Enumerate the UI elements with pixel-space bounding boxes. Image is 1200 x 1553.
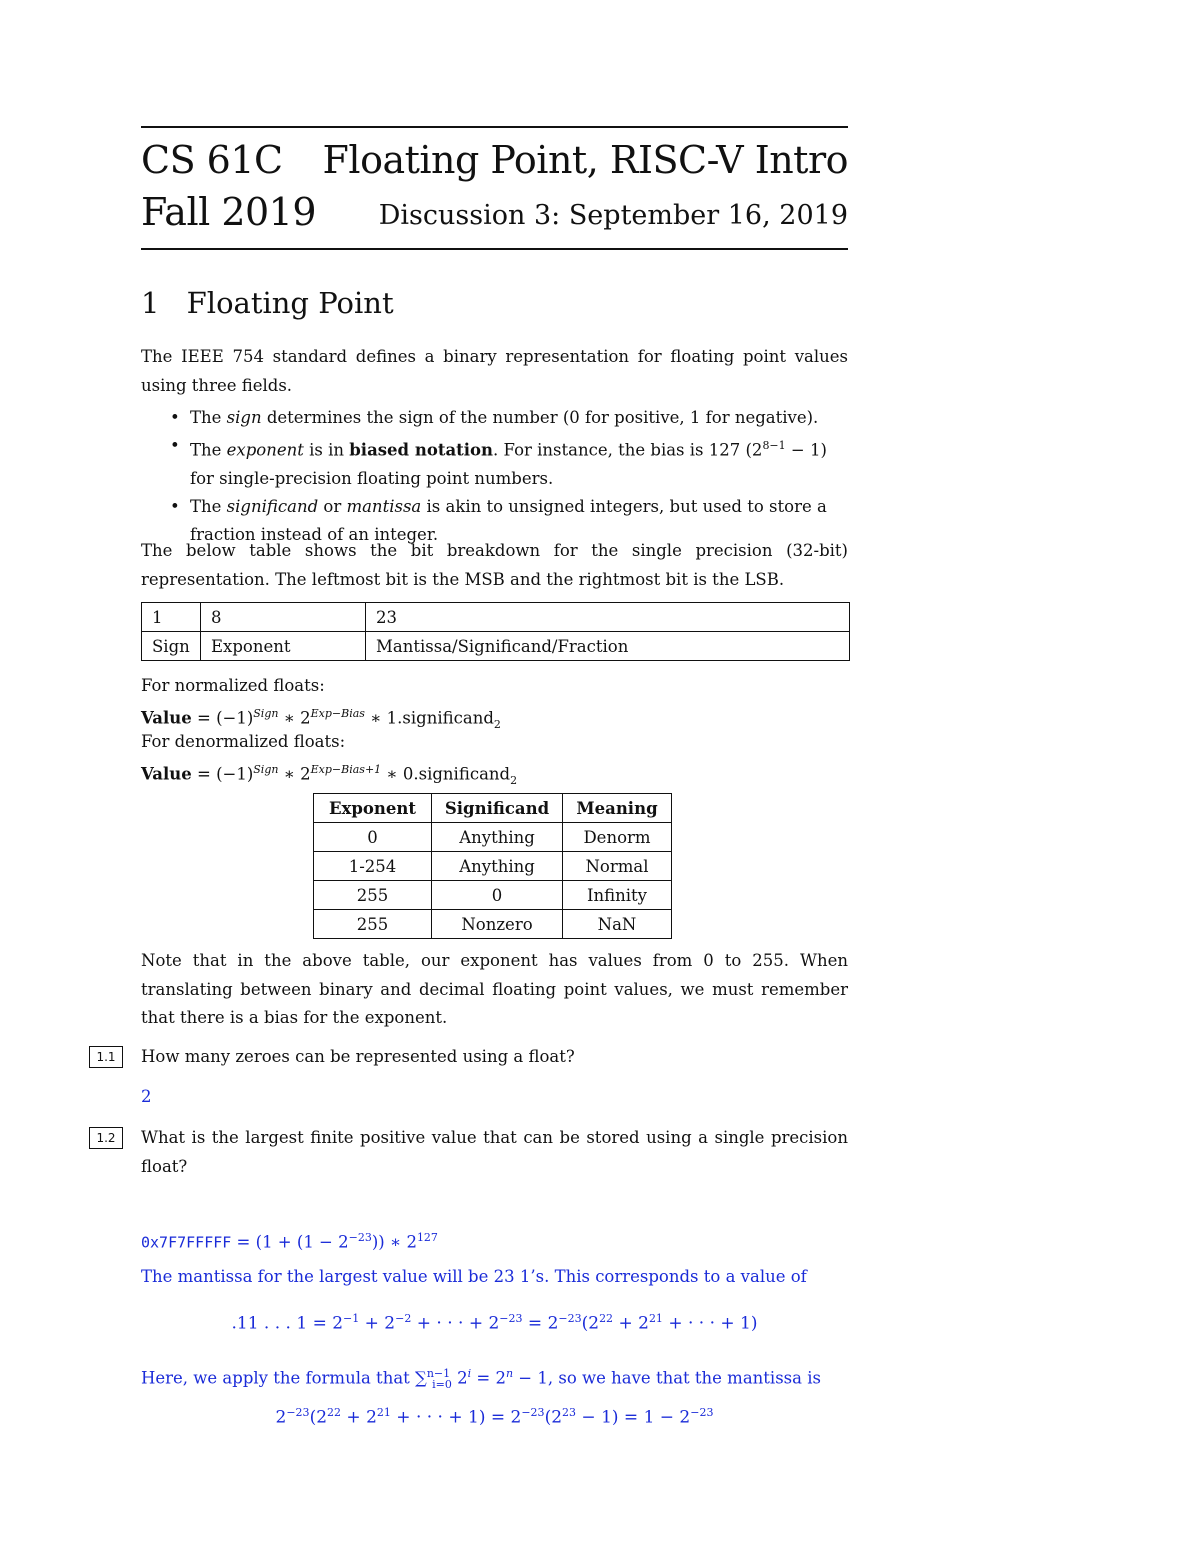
section-number: 1 <box>141 286 160 320</box>
normalized-formula: Value = $(-1)^{Sign}$ ∗ $2^{Exp-Bias}$ ∗ 1.significand$_2$ <box>141 707 501 731</box>
table-row <box>142 632 850 661</box>
document-title: Floating Point, RISC-V Intro <box>322 138 848 182</box>
table-cell: 23 <box>366 603 850 632</box>
discussion-date: Discussion 3: September 16, 2019 <box>378 200 848 231</box>
answer-equation-2: $2^{-23}(2^{22} + 2^{21}$ + · · · + $1) = 2^{-23}(2^{23} - 1) = 1 - 2^{-23}$ <box>275 1406 714 1428</box>
answer-mantissa-text: The mantissa for the largest value will be 23 1’s. This corresponds to a value of <box>141 1267 807 1286</box>
answer-hex-equation: 0x7F7FFFFF = $(1 + (1 - 2^{-23}))$ ∗ $2^{127}$ <box>141 1231 438 1252</box>
question-1-1: How many zeroes can be represented using a float? <box>141 1047 575 1066</box>
table-cell: 1 <box>142 603 201 632</box>
term-label: Fall 2019 <box>141 190 317 234</box>
question-1-2: What is the largest finite positive value that can be stored using a single precision float? <box>141 1128 848 1176</box>
section-heading <box>141 286 394 320</box>
table-header-row <box>314 794 672 823</box>
table-cell: Infinity <box>563 881 672 910</box>
bit-table-intro: The below table shows the bit breakdown for the single precision (32-bit) representation. The leftmost bit is the MSB and the rightmost bit is the LSB. <box>141 541 848 589</box>
table-cell: Exponent <box>201 632 366 661</box>
table-cell: 0 <box>432 881 563 910</box>
table-cell: 1-254 <box>314 852 432 881</box>
intro-paragraph: The IEEE 754 standard defines a binary representation for floating point values using three fields. <box>141 347 848 395</box>
question-number-box: 1.2 <box>89 1127 123 1149</box>
header-bottom-rule <box>141 248 848 250</box>
table-row <box>314 881 672 910</box>
table-cell: 255 <box>314 881 432 910</box>
section-title: Floating Point <box>186 286 394 320</box>
table-header: Exponent <box>314 794 432 823</box>
table-cell: Normal <box>563 852 672 881</box>
note-paragraph: Note that in the above table, our exponent has values from 0 to 255. When translating between binary and decimal floating point values, we must remember that there is a bias for the exponent. <box>141 951 848 1027</box>
answer-equation-1: .11 . . . $1 = 2^{-1} + 2^{-2}$ + · · · + $2^{-23} = 2^{-23}(2^{22} + 2^{21}$ + · · · + 1) <box>231 1312 758 1334</box>
list-item: • The significand or mantissa is akin to unsigned integers, but used to store a fraction instead of an integer. <box>168 493 848 549</box>
table-cell: 255 <box>314 910 432 939</box>
course-title: CS 61C <box>141 138 283 182</box>
bit-breakdown-table <box>141 602 850 661</box>
answer-formula-text: Here, we apply the formula that ∑$^{n-1}_{i=0}$ $2^i = 2^n - 1$, so we have that the mantissa is <box>141 1367 821 1391</box>
normalized-label: For normalized floats: <box>141 676 325 695</box>
table-header: Meaning <box>563 794 672 823</box>
table-cell: Anything <box>432 852 563 881</box>
table-cell: Mantissa/Significand/Fraction <box>366 632 850 661</box>
table-header: Significand <box>432 794 563 823</box>
table-cell: 0 <box>314 823 432 852</box>
exponent-meaning-table <box>313 793 672 939</box>
table-cell: Denorm <box>563 823 672 852</box>
table-cell: Anything <box>432 823 563 852</box>
denormalized-formula: Value = $(-1)^{Sign}$ ∗ $2^{Exp-Bias+1}$ ∗ 0.significand$_2$ <box>141 763 518 787</box>
table-row <box>314 910 672 939</box>
table-row <box>142 603 850 632</box>
table-cell: Nonzero <box>432 910 563 939</box>
table-cell: Sign <box>142 632 201 661</box>
table-cell: 8 <box>201 603 366 632</box>
table-row <box>314 823 672 852</box>
question-number-box: 1.1 <box>89 1046 123 1068</box>
table-cell: NaN <box>563 910 672 939</box>
answer-1-1: 2 <box>141 1087 152 1106</box>
list-item: • The exponent is in biased notation. For instance, the bias is 127 $(2^{8-1} - 1)$ for single-precision floating point numbers. <box>168 432 848 493</box>
list-item: • The sign determines the sign of the number (0 for positive, 1 for negative). <box>168 404 848 432</box>
table-row <box>314 852 672 881</box>
denormalized-label: For denormalized floats: <box>141 732 346 751</box>
field-list <box>168 404 848 549</box>
header-top-rule <box>141 126 848 128</box>
